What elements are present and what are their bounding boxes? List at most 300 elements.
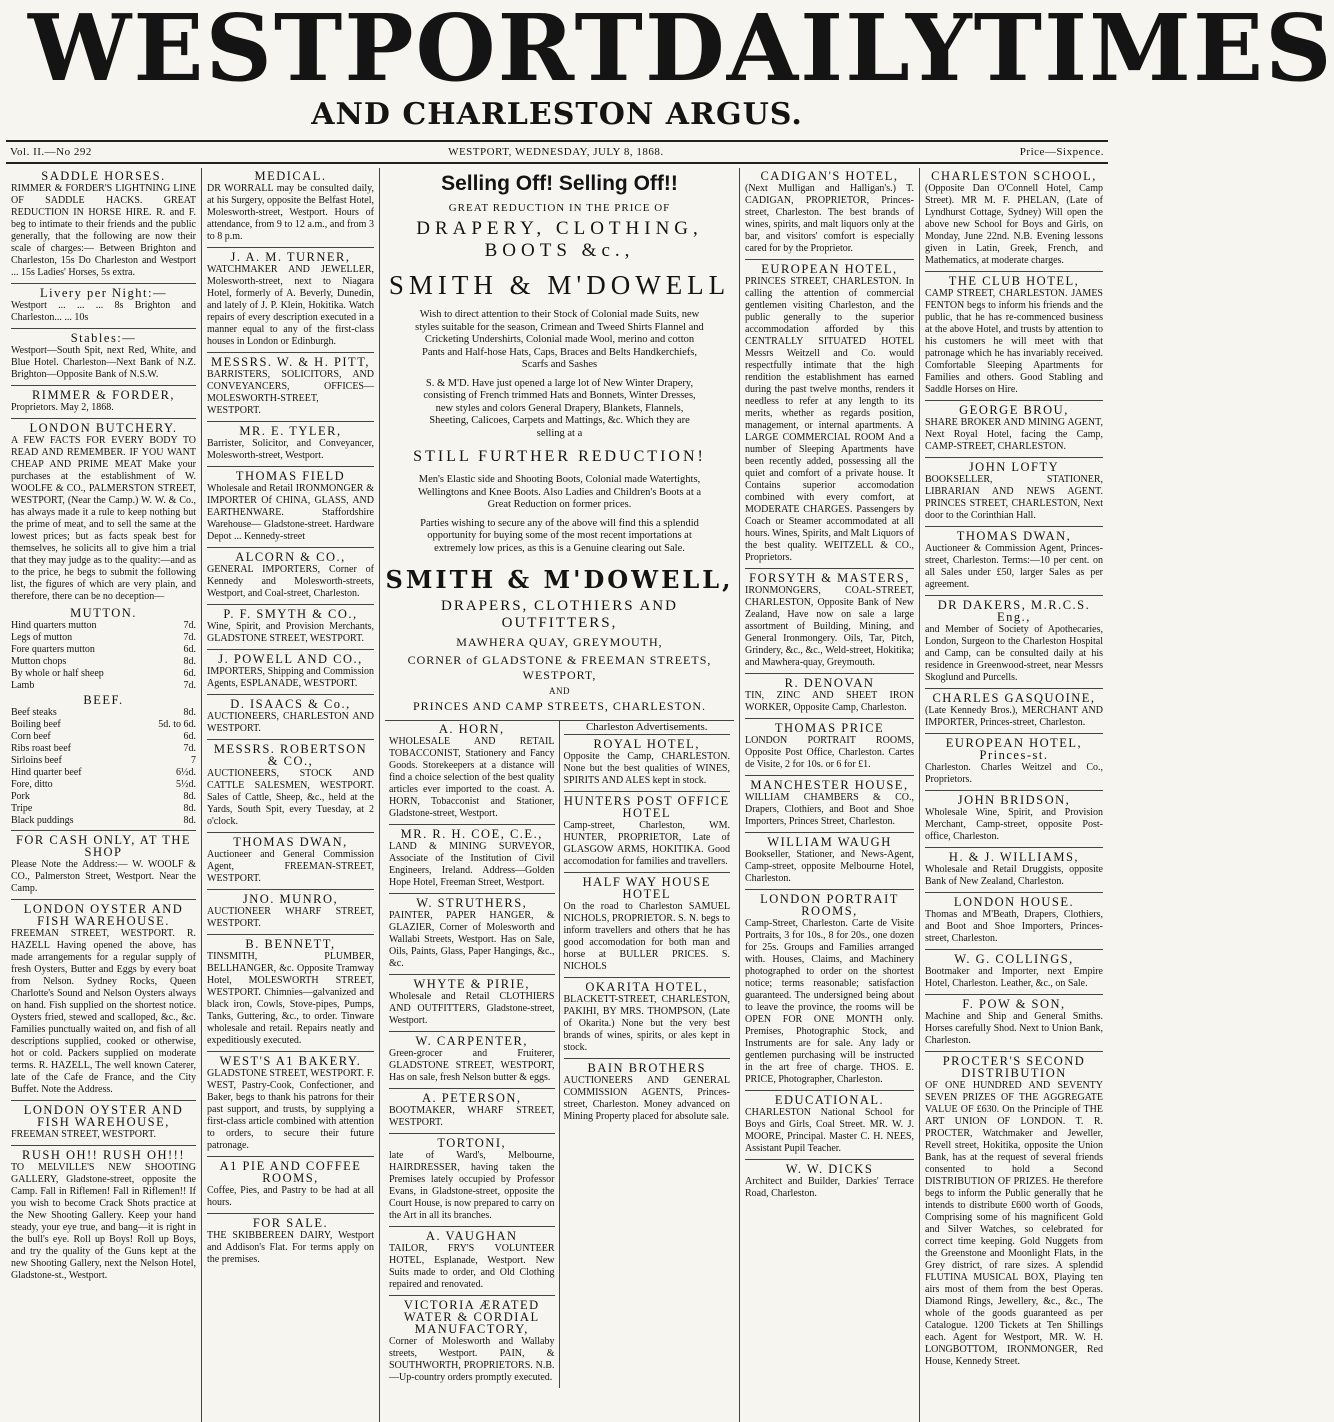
advertisement — [745, 572, 914, 669]
advertisement — [925, 530, 1103, 591]
ad-list — [11, 834, 196, 1282]
column-rule — [925, 457, 1103, 458]
price-row — [11, 731, 196, 743]
advertisement — [745, 263, 914, 564]
price-item: Hind quarters mutton — [11, 620, 97, 631]
price-item: Fore, ditto — [11, 779, 53, 790]
advertisement — [11, 1104, 196, 1141]
advertisement — [207, 356, 374, 417]
advertisement — [207, 893, 374, 930]
volume-number: Vol. II.—No 292 — [10, 146, 92, 158]
column-rule — [925, 892, 1103, 893]
feature-location: CORNER of GLADSTONE & FREEMAN STREETS, WESTPORT, — [407, 653, 712, 682]
advert-body: WILLIAM CHAMBERS & CO., Drapers, Clothiers, and Boot and Shoe Importers, Princes Street, Charleston. — [745, 792, 914, 827]
advert-body: On the road to Charleston SAMUEL NICHOLS, PROPRIETOR. S. N. begs to inform travellers and others that he has good accomodation for both man and horse at BULLER PRICES. S. NICHOLS — [563, 901, 730, 972]
advert-body: PRINCES STREET, CHARLESTON. In calling the attention of commercial gentlemen visiting Charleston, and the public generally to the superior accommodation afforded by this CENTRALLY SITUATED HOTEL Messrs Weitzell and Co. would respectfully intimate that the high rendition the establishment has earned during the past twelve months, renders it needless to refer at any length to its merits, whether as regards position, management, or internal apartments. A LARGE COMMERCIAL ROOM And a number of Sleeping Apartments have been recently added, possessing all the quiet and comfort of a private house. It Contains superior accomodation combined with every comfort, at MODERATE CHARGES. Passengers by Coach or Steamer accommodated at all hours. Wines, Spirits, and Malt Liquors of the best quality. WEITZELL & CO., Proprietors. — [745, 276, 914, 563]
westport-ads — [385, 721, 560, 1388]
ad-list — [564, 738, 731, 1123]
price-rows — [11, 620, 196, 692]
price-rows — [11, 707, 196, 827]
advert-heading: GEORGE BROU, — [959, 403, 1069, 417]
price-heading: BEEF. — [83, 693, 124, 707]
advertisement — [207, 653, 374, 690]
advertisement — [925, 404, 1103, 453]
feature-firm: SMITH & M'DOWELL, — [385, 565, 734, 594]
advert-body: CHARLESTON National School for Boys and Girls, Coal Street. MR. W. J. MOORE, Principal. Master C. H. NEES, Assistant Pupil Teacher. — [745, 1107, 914, 1154]
advert-body: Wholesale Wine, Spirit, and Provision Merchant, Camp-street, opposite Post-office, Charleston. — [925, 807, 1103, 842]
advert-heading: D. ISAACS & Co., — [230, 697, 351, 711]
advertisement — [925, 953, 1103, 990]
advert-body: THE SKIBBEREEN DAIRY, Westport and Addison's Flat. For terms apply on the premises. — [207, 1230, 374, 1265]
price-row — [11, 779, 196, 791]
advert-body: Westport ... ... ... 8s Brighton and Charleston... ... 10s — [11, 300, 196, 323]
column-rule — [11, 283, 196, 284]
price-value: 7 — [191, 755, 196, 766]
advertisement — [11, 1149, 196, 1282]
advertisement — [207, 836, 374, 885]
advertisement — [925, 737, 1103, 786]
advertisement — [745, 722, 914, 771]
advertisement — [925, 794, 1103, 843]
advert-body: IRONMONGERS, COAL-STREET, CHARLESTON, Opposite Bank of New Zealand, Have now on sale a large assortment of Building, Mining, and General Ironmongery. Oils, Tar, Pitch, Grindery, &c., &c., Weld-street, Hokitika; and Mawhera-quay, Greymouth. — [745, 585, 914, 668]
price-item: Beef steaks — [11, 707, 57, 718]
advertisement — [564, 795, 731, 868]
advert-body: Barrister, Solicitor, and Conveyancer, Molesworth-street, Westport. — [207, 438, 374, 461]
advert-heading: LONDON OYSTER AND FISH WAREHOUSE, — [23, 1103, 184, 1129]
advert-heading: DR DAKERS, M.R.C.S. Eng., — [937, 598, 1091, 624]
advertisement — [564, 876, 731, 973]
price-row — [11, 791, 196, 803]
advertisement — [207, 425, 374, 462]
column-rule — [745, 1090, 914, 1091]
advertisement — [925, 170, 1103, 267]
column-rule — [11, 328, 196, 329]
column-rule — [207, 832, 374, 833]
charleston-ads — [560, 721, 735, 1388]
advert-heading: Livery per Night:— — [40, 286, 167, 300]
advertisement — [11, 170, 196, 279]
column-rule — [389, 824, 555, 825]
column-1 — [6, 168, 202, 1422]
column-rule — [564, 977, 731, 978]
advert-heading: B. BENNETT, — [245, 937, 336, 951]
feature-body: S. & M'D. Have just opened a large lot of New Winter Drapery, consisting of French trimmed Hats and Bonnets, Winter Dresses, new styles and colors General Drapery, Blankets, Flannels, Sheeting, Calicoes, Carpets and Mattings, &c. Which they are selling at a — [423, 377, 696, 439]
price-item: Lamb — [11, 680, 35, 691]
advertisement — [745, 893, 914, 1086]
advert-body: Auctioneer & Commission Agent, Princes-street, Charleston. Terms:—10 per cent. on all Sales under £50, larger Sales as per agreement. — [925, 543, 1103, 590]
column-rule — [925, 1051, 1103, 1052]
column-rule — [564, 1058, 731, 1059]
advert-body: RIMMER & FORDER'S LIGHTNING LINE OF SADDLE HACKS. GREAT REDUCTION IN HORSE HIRE. R. and F. beg to intimate to their friends and the public generally, that the following are now their scale of charges:— Between Brighton and Charleston, 15s Do Charleston and Westport ... 15s Ladies' Horses, 5s extra. — [11, 183, 196, 278]
price-item: Tripe — [11, 803, 33, 814]
feature-body: Wish to direct attention to their Stock of Colonial made Suits, new styles suitable for the season, Crimean and Tweed Shirts Flannel and Cricketing Undershirts, Colonial made Wool, merino and cotton Pants and Half-hose Hats, Caps, Braces and Belts Handkerchiefs, Scarfs and Sashes — [415, 309, 704, 370]
feature-body: Men's Elastic side and Shooting Boots, Colonial made Watertights, Wellingtons and Knee Boots. Also Ladies and Children's Boots at a Great Reduction on former prices. — [417, 474, 702, 510]
ad-list — [745, 170, 914, 1200]
price-row — [11, 803, 196, 815]
column-rule — [564, 791, 731, 792]
advert-body: TO MELVILLE'S NEW SHOOTING GALLERY, Gladstone-street, opposite the Camp. Fall in Riflemen! Fall in Riflemen!! If you wish to become Crack Shots practice at the New Shooting Gallery. Keep your hand steady, your eye true, and bang—it is right in the bull's eye. Roll up Boys! Roll up Boys, and try the quality of the Guns kept at the new Shooting Gallery, next the Nelson Hotel, Gladstone-st., Westport. — [11, 1162, 196, 1281]
advertisement — [389, 723, 555, 820]
advert-heading: LONDON HOUSE. — [953, 895, 1075, 909]
advert-body: Proprietors. May 2, 1868. — [11, 402, 114, 413]
advertisement — [207, 1055, 374, 1152]
advertisement — [745, 1163, 914, 1200]
advert-heading: FOR CASH ONLY, AT THE SHOP — [15, 833, 192, 859]
column-5 — [920, 168, 1108, 1422]
advertisement — [745, 779, 914, 828]
advert-heading: MESSRS. W. & H. PITT, — [210, 355, 371, 369]
feature-advert — [385, 172, 734, 714]
column-rule — [745, 718, 914, 719]
advert-heading: J. A. M. TURNER, — [230, 250, 351, 264]
column-rule — [925, 595, 1103, 596]
advert-heading: FOR SALE. — [252, 1216, 329, 1230]
price-value: 8d. — [183, 707, 196, 718]
price-item: Mutton chops — [11, 656, 67, 667]
ad-list — [207, 170, 374, 1266]
column-rule — [207, 934, 374, 935]
column-rule — [745, 775, 914, 776]
column-2 — [202, 168, 380, 1422]
advert-body: Wholesale and Retail Druggists, opposite Bank of New Zealand, Charleston. — [925, 864, 1103, 887]
advert-body: TINSMITH, PLUMBER, BELLHANGER, &c. Opposite Tramway Hotel, MOLESWORTH STREET, WESTPORT. Chimnies—galvanized and black iron, Cowls, Stove-pipes, Pumps, Tanks, Guttering, &c., to order. Tinware wholesale and retail. Repairs neatly and expeditiously executed. — [207, 951, 374, 1046]
price-item: Fore quarters mutton — [11, 644, 95, 655]
advert-body: TAILOR, FRY'S VOLUNTEER HOTEL, Esplanade, Westport. New Suits made to order, and Old Clothing repaired and renovated. — [389, 1243, 555, 1290]
advert-body: FREEMAN STREET, WESTPORT. — [11, 1129, 156, 1140]
charleston-heading: Charleston Advertisements. — [564, 721, 731, 735]
advert-heading: THOMAS FIELD — [235, 469, 346, 483]
advert-heading: WILLIAM WAUGH — [767, 835, 892, 849]
price-row — [11, 767, 196, 779]
advert-body: Camp-street, Charleston, WM. HUNTER, PROPRIETOR, Late of GLASGOW ARMS, HOKITIKA. Good accomodation for families and travellers. — [563, 820, 730, 867]
advertisement — [207, 251, 374, 348]
advertisement — [207, 938, 374, 1047]
advert-heading: P. F. SMYTH & CO., — [223, 607, 358, 621]
advert-heading: LONDON PORTRAIT ROOMS, — [760, 892, 899, 918]
advert-heading: VICTORIA ÆRATED WATER & CORDIAL MANUFACTORY, — [403, 1298, 540, 1336]
price-row — [11, 815, 196, 827]
advert-heading: Stables:— — [70, 331, 137, 345]
masthead-word: TIMES — [973, 0, 1334, 102]
advert-body: AUCTIONEERS, CHARLESTON AND WESTPORT. — [207, 711, 374, 734]
advert-body: BOOTMAKER, WHARF STREET, WESTPORT. — [389, 1105, 555, 1128]
issue-price: Price—Sixpence. — [1019, 146, 1104, 158]
advert-body: Opposite the Camp, CHARLESTON. None but the best qualities of WINES, SPIRITS AND ALES kept in stock. — [563, 751, 730, 786]
advert-heading: JNO. MUNRO, — [242, 892, 339, 906]
advert-body: (Opposite Dan O'Connell Hotel, Camp Street). MR M. F. PHELAN, (Late of Lyndhurst Cottage, Sydney) Will open the above new School for Boys and Girls, on Monday, June 22nd. N.B. Evening lessons given in Latin, Greek, French, and Mathematics, at moderate charges. — [925, 183, 1103, 266]
advert-heading: CHARLES GASQUOINE, — [932, 691, 1096, 705]
price-item: Boiling beef — [11, 719, 61, 730]
advertisement — [389, 1092, 555, 1129]
column-rule — [564, 872, 731, 873]
advert-body: SHARE BROKER AND MINING AGENT, Next Royal Hotel, facing the Camp, CAMP-STREET, CHARLESTON. — [925, 417, 1103, 452]
advert-heading: TORTONI, — [437, 1136, 507, 1150]
column-rule — [11, 418, 196, 419]
column-rule — [207, 421, 374, 422]
price-value: 7d. — [183, 680, 196, 691]
advertisement — [389, 1137, 555, 1222]
advert-body: BOOKSELLER, STATIONER, LIBRARIAN AND NEWS AGENT. PRINCES STREET, CHARLESTON, Next door to the Corinthian Hall. — [925, 474, 1103, 521]
advert-body: PAINTER, PAPER HANGER, & GLAZIER, Corner of Molesworth and Wallabi Streets, Westport. Has on Sale, Oils, Paints, Glass, Paper Hangings, &c., &c. — [389, 910, 555, 969]
advert-body: late of Ward's, Melbourne, HAIRDRESSER, having taken the Premises lately occupied by Professor Evans, in Gladstone-street, opposite the Court House, is now prepared to carry on the Art in all its branches. — [389, 1150, 555, 1221]
advert-heading: EUROPEAN HOTEL, — [761, 262, 898, 276]
price-row — [11, 707, 196, 719]
advert-body: Machine and Ship and General Smiths. Horses carefully Shod. Next to Union Bank, Charleston. — [925, 1011, 1103, 1046]
advert-body: Wholesale and Retail IRONMONGER & IMPORTER Of CHINA, GLASS, AND EARTHENWARE. Staffordshire Warehouse— Gladstone-street. Hardware Depot ... Kennedy-street — [207, 483, 374, 542]
advertisement — [11, 422, 196, 603]
column-rule — [207, 694, 374, 695]
price-value: 7d. — [183, 620, 196, 631]
price-item: By whole or half sheep — [11, 668, 104, 679]
advert-body: TIN, ZINC AND SHEET IRON WORKER, Opposite Camp, Charleston. — [745, 690, 914, 713]
price-row — [11, 620, 196, 632]
advertisement — [389, 1299, 555, 1384]
column-rule — [389, 1295, 555, 1296]
advert-heading: BAIN BROTHERS — [587, 1061, 706, 1075]
advert-heading: RIMMER & FORDER, — [31, 388, 176, 402]
advertisement — [925, 896, 1103, 945]
column-rule — [207, 547, 374, 548]
advert-body: Green-grocer and Fruiterer, GLADSTONE STREET, WESTPORT, Has on sale, fresh Nelson butter & eggs. — [389, 1048, 555, 1083]
advert-heading: WEST'S A1 BAKERY. — [219, 1054, 362, 1068]
advertisement — [207, 470, 374, 543]
advert-body: FREEMAN STREET, WESTPORT. R. HAZELL Having opened the above, has made arrangements for a regular supply of fresh Oysters, Butter and Eggs by every boat from Nelson. Sydney Rocks, Queen Charlotte's Sound and Nelson Oysters always on hand. Fish supplied on the shortest notice. Oysters fried, stewed and scalloped, &c., &c. Families punctually waited on, and fish of all descriptions supplied, cooked or otherwise, hot or cold. Packers supplied on moderate terms. R. HAZELL, The well known Caterer, late of the Cafe de France, and the City Buffet. Note the Address. — [11, 928, 196, 1095]
advert-heading: W. CARPENTER, — [415, 1034, 528, 1048]
column-rule — [389, 974, 555, 975]
masthead-word: WESTPORT — [28, 0, 645, 102]
advertisement — [207, 551, 374, 600]
column-rule — [207, 889, 374, 890]
price-list — [11, 607, 196, 827]
advert-body: and Member of Society of Apothecaries, London, Surgeon to the Charleston Hospital and Camp, can be consulted daily at his residence in Greenwood-street, near Messrs Skoglund and Purcells. — [925, 624, 1103, 683]
advertisement — [207, 698, 374, 735]
price-item: Sirloins beef — [11, 755, 62, 766]
column-rule — [389, 893, 555, 894]
price-heading: MUTTON. — [70, 606, 137, 620]
advert-body: IMPORTERS, Shipping and Commission Agents, ESPLANADE, WESTPORT. — [207, 666, 374, 689]
advert-body: Bootmaker and Importer, next Empire Hotel, Charleston. Leather, &c., on Sale. — [925, 966, 1103, 989]
advert-body: Corner of Molesworth and Wallaby streets, Westport. PAIN, & SOUTHWORTH, PROPRIETORS. N.B.—Up-country orders promptly executed. — [389, 1336, 555, 1383]
column-3 — [380, 168, 740, 1422]
price-value: 7d. — [183, 743, 196, 754]
column-rule — [207, 1156, 374, 1157]
advertisement — [925, 998, 1103, 1047]
advert-body: LONDON PORTRAIT ROOMS, Opposite Post Office, Charleston. Cartes de Visite, 2 for 10s. or 6 for £1. — [745, 735, 914, 770]
advert-heading: MANCHESTER HOUSE, — [750, 778, 909, 792]
feature-line: DRAPERY, CLOTHING, BOOTS &c., — [416, 218, 703, 261]
advertisement — [564, 738, 731, 787]
column-rule — [925, 994, 1103, 995]
advert-heading: THOMAS DWAN, — [233, 835, 348, 849]
advert-body: Westport—South Spit, next Red, White, and Blue Hotel. Charleston—Next Bank of N.Z. Brighton—Opposite Bank of N.S.W. — [11, 345, 196, 380]
advert-body: Thomas and M'Beath, Drapers, Clothiers, and Boot and Shoe Importers, Princes-street, Charleston. — [925, 909, 1103, 944]
columns — [6, 168, 1108, 1422]
advert-body: AUCTIONEERS AND GENERAL COMMISSION AGENTS, Princes-street, Charleston. Money advanced on Mining Property placed for absolute sale. — [563, 1075, 730, 1122]
advertisement — [925, 599, 1103, 684]
advert-heading: MR. E. TYLER, — [239, 424, 342, 438]
feature-location: PRINCES AND CAMP STREETS, CHARLESTON. — [412, 699, 707, 713]
column-4 — [740, 168, 920, 1422]
advert-heading: H. & J. WILLIAMS, — [948, 850, 1080, 864]
advert-body: Auctioneer and General Commission Agent, FREEMAN-STREET, WESTPORT. — [207, 849, 374, 884]
advertisement — [389, 978, 555, 1027]
advertisement — [207, 608, 374, 645]
advert-body: Wine, Spirit, and Provision Merchants, GLADSTONE STREET, WESTPORT. — [207, 621, 374, 644]
advertisement — [207, 1217, 374, 1266]
advertisement — [925, 275, 1103, 396]
column-rule — [925, 526, 1103, 527]
advert-heading: MR. R. H. COE, C.E., — [400, 827, 543, 841]
column-rule — [207, 649, 374, 650]
advert-heading: ROYAL HOTEL, — [593, 737, 700, 751]
masthead-subtitle: AND CHARLESTON ARGUS. — [311, 97, 803, 132]
advert-heading: FORSYTH & MASTERS, — [749, 571, 910, 585]
advert-heading: CADIGAN'S HOTEL, — [760, 169, 899, 183]
feature-trades: DRAPERS, CLOTHIERS AND OUTFITTERS, — [441, 598, 678, 631]
advertisement — [745, 836, 914, 885]
price-value: 5½d. — [176, 779, 196, 790]
price-value: 7d. — [183, 632, 196, 643]
price-item: Pork — [11, 791, 30, 802]
advert-body: Charleston. Charles Weitzel and Co., Proprietors. — [925, 762, 1103, 785]
advert-heading: W. G. COLLINGS, — [954, 952, 1074, 966]
advertisement — [11, 903, 196, 1096]
advert-heading: CHARLESTON SCHOOL, — [931, 169, 1097, 183]
column-rule — [745, 832, 914, 833]
advert-heading: A. HORN, — [438, 722, 505, 736]
column-rule — [207, 466, 374, 467]
advertisement — [11, 389, 196, 414]
column-rule — [745, 568, 914, 569]
advertisement — [745, 677, 914, 714]
column-rule — [925, 847, 1103, 848]
column-rule — [11, 385, 196, 386]
advertisement — [11, 287, 196, 324]
advert-heading: EUROPEAN HOTEL, Princes-st. — [945, 736, 1083, 762]
ad-list — [389, 723, 555, 1384]
column-rule — [925, 400, 1103, 401]
column-rule — [745, 1159, 914, 1160]
advert-heading: MEDICAL. — [254, 169, 327, 183]
column-rule — [11, 899, 196, 900]
column-rule — [389, 1226, 555, 1227]
price-item: Ribs roast beef — [11, 743, 71, 754]
column-rule — [207, 1051, 374, 1052]
advert-heading: J. POWELL AND CO., — [218, 652, 363, 666]
advert-heading: SADDLE HORSES. — [41, 169, 166, 183]
column-rule — [207, 739, 374, 740]
advertisement — [207, 1160, 374, 1209]
advertisement — [207, 170, 374, 243]
advert-body: (Late Kennedy Bros.), MERCHANT AND IMPORTER, Princes-street, Charleston. — [925, 705, 1103, 728]
price-value: 8d. — [183, 803, 196, 814]
advert-heading: ALCORN & CO., — [235, 550, 346, 564]
price-value: 6d. — [183, 644, 196, 655]
column-rule — [389, 1031, 555, 1032]
advert-heading: R. DENOVAN — [784, 676, 875, 690]
advert-heading: JOHN BRIDSON, — [957, 793, 1071, 807]
advertisement — [745, 170, 914, 255]
advert-body: GLADSTONE STREET, WESTPORT. F. WEST, Pastry-Cook, Confectioner, and Baker, begs to thank his patrons for their past support, and trusts, by supplying a first-class article combined with attention to orders, to secure their future patronage. — [207, 1068, 374, 1151]
price-item: Legs of mutton — [11, 632, 73, 643]
advert-heading: THOMAS PRICE — [774, 721, 885, 735]
feature-location: MAWHERA QUAY, GREYMOUTH, — [456, 635, 663, 649]
column-rule — [925, 790, 1103, 791]
feature-firm: SMITH & M'DOWELL — [388, 270, 731, 300]
advertisement — [564, 981, 731, 1054]
price-row — [11, 632, 196, 644]
advertisement — [11, 332, 196, 381]
price-value: 6d. — [183, 731, 196, 742]
ad-list — [925, 170, 1103, 1368]
column-rule — [925, 733, 1103, 734]
advert-heading: W. W. DICKS — [785, 1162, 874, 1176]
advert-heading: HALF WAY HOUSE HOTEL — [582, 875, 711, 901]
advert-body: DR WORRALL may be consulted daily, at his Surgery, opposite the Belfast Hotel, Molesworth-street, Westport. Hours of attendance, from 9 to 12 a.m., and from 3 to 8 p.m. — [207, 183, 374, 242]
advert-heading: W. STRUTHERS, — [416, 896, 528, 910]
feature-body: Parties wishing to secure any of the above will find this a splendid opportunity for buying some of the most recent importations at extremely low prices, as this is a Genuine clearing out Sale. — [420, 517, 699, 554]
column-rule — [745, 889, 914, 890]
advert-body: Bookseller, Stationer, and News-Agent, Camp-street, opposite Melbourne Hotel, Charleston. — [745, 849, 914, 884]
price-value: 8d. — [183, 815, 196, 826]
column-rule — [745, 259, 914, 260]
column-rule — [207, 1213, 374, 1214]
advert-heading: RUSH OH!! RUSH OH!!! — [22, 1148, 185, 1162]
advertisement — [389, 1230, 555, 1291]
column-rule — [925, 949, 1103, 950]
advert-heading: THE CLUB HOTEL, — [948, 274, 1080, 288]
column-rule — [207, 604, 374, 605]
advertisement — [11, 834, 196, 895]
price-row — [11, 680, 196, 692]
column-rule — [925, 271, 1103, 272]
advert-heading: A1 PIE AND COFFEE ROOMS, — [219, 1159, 362, 1185]
masthead-title — [6, 0, 1334, 102]
advert-heading: MESSRS. ROBERTSON & CO., — [213, 742, 368, 768]
column-rule — [11, 1100, 196, 1101]
advert-body: CAMP STREET, CHARLESTON. JAMES FENTON begs to inform his friends and the public, that he has re-commenced business at the above Hotel, and trusts by attention to his customers he will meet with that patronage which he has invariably received. Comfortable Sleeping Apartments for Families and others. Good Stabling and Saddle Horses on Hire. — [925, 288, 1103, 395]
column-rule — [745, 673, 914, 674]
price-row — [11, 755, 196, 767]
price-row — [11, 644, 196, 656]
advert-heading: F. POW & SON, — [962, 997, 1066, 1011]
advertisement — [564, 1062, 731, 1123]
column-rule — [925, 688, 1103, 689]
column-rule — [389, 1088, 555, 1089]
advert-body: LAND & MINING SURVEYOR, Associate of the Institution of Civil Engineers, Ireland. Address—Golden Hope Hotel, Freeman Street, Westport. — [389, 841, 555, 888]
advert-heading: LONDON OYSTER AND FISH WAREHOUSE. — [23, 902, 184, 928]
price-value: 6½d. — [176, 767, 196, 778]
advert-body: BLACKETT-STREET, CHARLESTON, PAKIHI, BY MRS. THOMPSON, (Late of Okarita.) None but the very best brands of wines, spirits, or ales kept in stock. — [563, 994, 730, 1053]
price-value: 6d. — [183, 668, 196, 679]
advertisement — [925, 851, 1103, 888]
advert-heading: HUNTERS POST OFFICE HOTEL — [563, 794, 730, 820]
advert-body: Camp-Street, Charleston. Carte de Visite Portraits, 3 for 10s., 8 for 20s., one dozen for 25s. Groups and Families arranged with. Houses, Claims, and Machinery photographed to order on the shortest notice; terms reasonable; satisfaction guaranteed. The undersigned being about to leave the province, the rooms will be OPEN FOR ONE MONTH only. Premises, Photographic Stock, and Instruments are for sale. Any lady or gentlemen purchasing will be instructed in the art free of charge. THOS. E. PRICE, Photographer, Charleston. — [745, 918, 914, 1085]
advert-heading: OKARITA HOTEL, — [585, 980, 709, 994]
advert-body: WHOLESALE AND RETAIL TOBACCONIST, Stationery and Fancy Goods. Storekeepers at a distance will find a choice selection of the best quality articles ever imported to the coast. A. HORN, Tobacconist and Stationer, Gladstone-street, Westport. — [389, 736, 555, 819]
feature-line: GREAT REDUCTION IN THE PRICE OF — [448, 202, 671, 214]
advert-body: GENERAL IMPORTERS, Corner of Kennedy and Molesworth-streets, Westport, and Coal-street, Charleston. — [207, 564, 374, 599]
advert-body: AUCTIONEERS, STOCK AND CATTLE SALESMEN, WESTPORT. Sales of Cattle, Sheep, &c., held at the Yards, South Spit, every Tuesday, at 2 o'clock. — [207, 768, 374, 827]
price-value: 8d. — [183, 656, 196, 667]
advert-body: OF ONE HUNDRED AND SEVENTY SEVEN PRIZES OF THE AGGREGATE VALUE OF £630. On the Principle of THE ART UNION OF LONDON. T. R. PROCTER, Watchmaker and Jeweller, Revell street, Hokitika, opposite the Union Bank, has at the request of several friends consented to hold a Second DISTRIBUTION OF PRIZES. He therefore begs to inform the Public generally that he intends to distribute £600 worth of Goods, Comprising some of his magnificent Gold and Silver Watches, so celebrated for correct time keeping. Gold Nuggets from the Greenstone and Moonlight Flats, in the Grey district, of rare sizes. A splendid FLUTINA MUSICAL BOX, Playing ten airs most of them from the best Operas. Diamond Rings, Jewellery, &c., &c., The whole of the goods guaranteed as per Catalogue. 1200 Tickets at Ten Shillings each. Agent for Westport, MR. W. H. LONGBOTTOM, IRONMONGER, Red House, Kennedy Street. — [925, 1080, 1103, 1367]
advertisement — [925, 1055, 1103, 1368]
price-value: 8d. — [183, 791, 196, 802]
column-rule — [389, 1133, 555, 1134]
advert-body: Please Note the Address:— W. WOOLF & CO., Palmerston Street, Westport. Near the Camp. — [11, 859, 196, 894]
advert-heading: WHYTE & PIRIE, — [413, 977, 530, 991]
column-rule — [207, 352, 374, 353]
